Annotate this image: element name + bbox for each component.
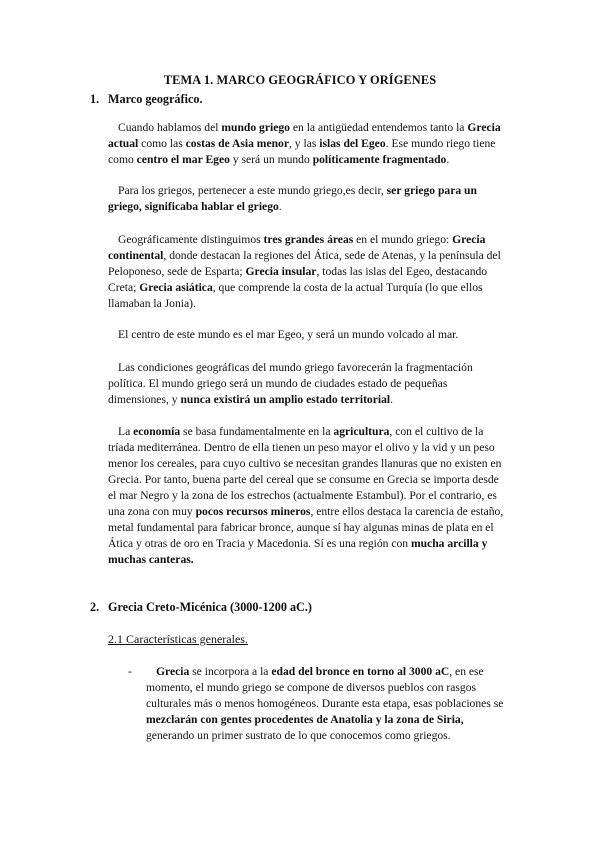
section-1-number: 1. [90, 92, 100, 106]
document-title: TEMA 1. MARCO GEOGRÁFICO Y ORÍGENES [163, 73, 437, 87]
paragraph-mar-egeo: El centro de este mundo es el mar Egeo, y será un mundo volcado al mar. [118, 328, 459, 341]
section-1-heading: Marco geográfico. [108, 92, 203, 106]
bullet-paragraph-edad-bronce: Grecia se incorpora a la edad del bronce en torno al 3000 aC, en ese momento, el mundo griego se compone de diversos pueblos con rasgos culturales más o menos homogéneos. Durante esta etapa, esas poblaciones se mezclarán con gentes procedentes de Anatolia y la zona de Siria, generando un primer sustrato de lo que conocemos como griegos. [146, 665, 504, 742]
paragraph-economia: La economía se basa fundamentalmente en la agricultura, con el cultivo de la tríada mediterránea. Dentro de ella tienen un peso mayor el olivo y la vid y un peso menor los cereales, para cuyo cultivo se necesitan grandes llanuras que no existen en Grecia. Por tanto, buena parte del cereal que se consume en Grecia se importa desde el mar Negro y la zona de los estrechos (actualmente Estambul). Por el contrario, es una zona con muy pocos recursos mineros, entre ellos destaca la carencia de estaño, metal fundamental para fabricar bronce, aunque sí hay algunas minas de plata en el Ática y otras de oro en Tracia y Macedonia. Sí es una región con mucha arcilla y muchas canteras. [108, 425, 504, 566]
paragraph-ser-griego: Para los griegos, pertenecer a este mundo griego,es decir, ser griego para un griego, significaba hablar el griego. [108, 184, 477, 213]
section-2-heading: Grecia Creto-Micénica (3000-1200 aC.) [108, 600, 312, 614]
subsection-heading: 2.1 Características generales. [108, 632, 248, 646]
paragraph-mundo-griego: Cuando hablamos del mundo griego en la antigüedad entendemos tanto la Grecia actual como las costas de Asia menor, y las islas del Egeo. Ese mundo riego tiene como centro el mar Egeo y será un mundo políticamente fragmentado. [108, 121, 501, 166]
paragraph-areas: Geográficamente distinguimos tres grandes áreas en el mundo griego: Grecia continental, donde destacan la regiones del Ática, sede de Atenas, y la península del Peloponeso, sede de Esparta; Grecia insular, todas las islas del Egeo, destacando Creta; Grecia asiática, que comprende la costa de la actual Turquía (lo que ellos llamaban la Jonia). [108, 233, 501, 310]
paragraph-fragmentacion: Las condiciones geográficas del mundo griego favorecerán la fragmentación política. El mundo griego será un mundo de ciudades estado de pequeñas dimensiones, y nunca existirá un amplio estado territorial. [108, 361, 473, 406]
bullet-marker: - [128, 664, 132, 678]
section-2-number: 2. [90, 600, 100, 614]
